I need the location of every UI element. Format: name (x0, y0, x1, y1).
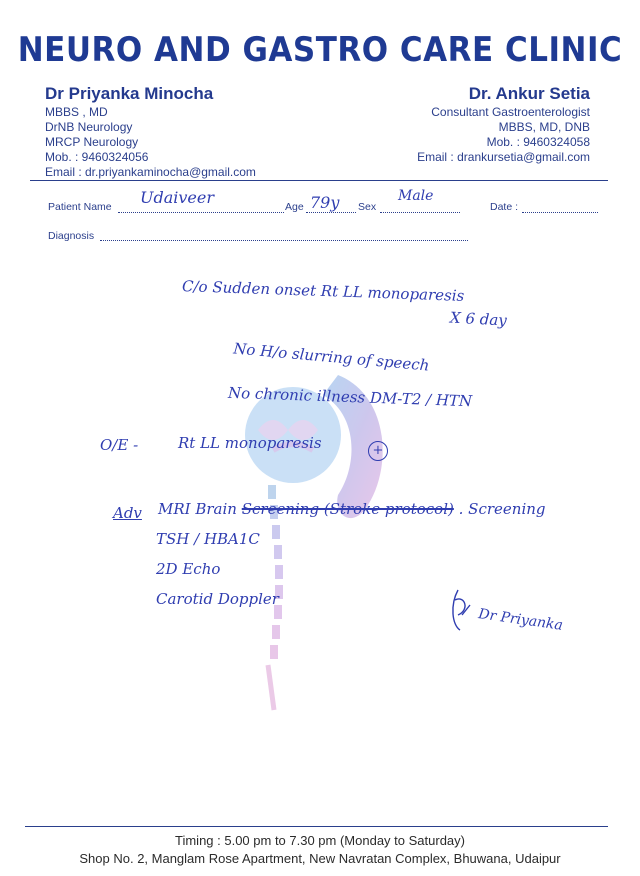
signature: Dr Priyanka (477, 606, 564, 634)
note-duration: X 6 day (449, 308, 508, 330)
sex-label: Sex (358, 201, 377, 213)
doctor-right-email: Email : drankursetia@gmail.com (417, 150, 590, 164)
note-advice-1-a: MRI Brain (158, 500, 237, 518)
note-advice-3: 2D Echo (156, 560, 221, 578)
note-advice-1-struck: Screening (Stroke protocol) (241, 500, 454, 518)
note-oe-sign-wrap (366, 440, 388, 461)
doctor-right-qualification: Consultant Gastroenterologist (431, 105, 590, 119)
doctor-left-qualification: MBBS , MD (45, 105, 108, 119)
note-history-1: No H/o slurring of speech (232, 339, 431, 375)
doctor-left-mobile: Mob. : 9460324056 (45, 150, 149, 164)
signature-flourish-icon (440, 585, 480, 635)
footer-timing: Timing : 5.00 pm to 7.30 pm (Monday to Saturday) (175, 833, 465, 848)
note-advice-2: TSH / HBA1C (156, 530, 260, 548)
footer-divider (25, 826, 608, 827)
age-label: Age (285, 201, 304, 213)
doctor-left-qualification: MRCP Neurology (45, 135, 139, 149)
note-history-2: No chronic illness DM-T2 / HTN (227, 383, 473, 411)
doctor-left-email: Email : dr.priyankaminocha@gmail.com (45, 165, 256, 179)
doctor-right-qualification: MBBS, MD, DNB (498, 120, 590, 134)
patient-name-value: Udaiveer (140, 188, 215, 207)
diagnosis-dotted-line (100, 240, 468, 241)
doctor-left-block (45, 83, 256, 180)
doctor-left-qualification: DrNB Neurology (45, 120, 133, 134)
header-divider (30, 180, 608, 181)
note-advice-4: Carotid Doppler (156, 590, 279, 608)
doctor-right-mobile: Mob. : 9460324058 (486, 135, 590, 149)
date-dotted-line (522, 212, 598, 213)
note-oe-label: O/E - (100, 436, 139, 454)
note-complaint: C/o Sudden onset Rt LL monoparesis (181, 277, 465, 305)
note-oe-text: Rt LL monoparesis (178, 434, 322, 452)
doctor-right-name: Dr. Ankur Setia (468, 84, 590, 103)
patient-name-label: Patient Name (48, 201, 112, 213)
patient-name-dotted-line (118, 212, 284, 213)
diagnosis-label: Diagnosis (48, 230, 95, 242)
sex-value: Male (398, 188, 434, 204)
doctor-left-name: Dr Priyanka Minocha (45, 84, 214, 103)
note-advice-1 (158, 500, 546, 518)
note-advice-label: Adv (113, 504, 142, 522)
date-label: Date : (490, 201, 519, 213)
age-value: 79y (310, 193, 340, 212)
doctor-right-block (417, 83, 590, 165)
note-oe-sign: + (368, 441, 388, 461)
sex-dotted-line (380, 212, 460, 213)
note-advice-1-b: . Screening (458, 500, 546, 518)
clinic-name: NEURO AND GASTRO CARE CLINIC (17, 30, 623, 70)
footer-address: Shop No. 2, Manglam Rose Apartment, New Navratan Complex, Bhuwana, Udaipur (79, 851, 561, 866)
age-dotted-line (306, 212, 356, 213)
